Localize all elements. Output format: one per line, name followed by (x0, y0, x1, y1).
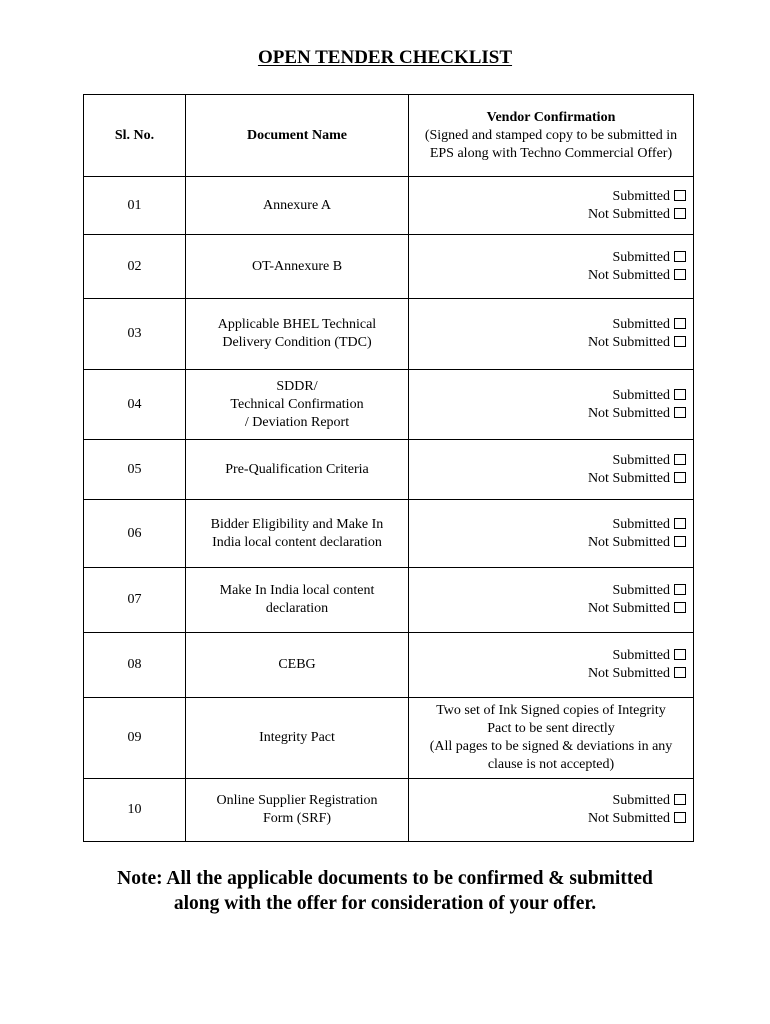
not-submitted-label: Not Submitted (587, 666, 670, 681)
document-name-cell (186, 568, 409, 633)
table-row (84, 633, 694, 698)
submitted-option (409, 316, 686, 334)
submitted-label: Submitted (612, 452, 670, 468)
not-submitted-option (409, 334, 686, 352)
not-submitted-label: Not Submitted (587, 405, 670, 421)
submitted-option (409, 647, 686, 665)
confirmation-cell (409, 177, 694, 235)
instruction-line: (All pages to be signed & deviations in any (429, 739, 673, 754)
instruction-line: Two set of Ink Signed copies of Integrity (436, 703, 666, 718)
sl-no-cell: 05 (84, 440, 186, 500)
page-title: OPEN TENDER CHECKLIST (257, 47, 513, 68)
not-submitted-checkbox[interactable] (674, 336, 686, 347)
confirmation-cell (409, 235, 694, 299)
table-row (84, 299, 694, 370)
confirmation-cell (409, 568, 694, 633)
table-row (84, 440, 694, 500)
sl-no-cell: 01 (84, 177, 186, 235)
footer-note-line: Note: All the applicable documents to be confirmed & submitted (117, 868, 653, 889)
document-name-cell (186, 370, 409, 440)
table-row (84, 177, 694, 235)
submitted-option (409, 249, 686, 267)
not-submitted-label: Not Submitted (587, 470, 670, 486)
sl-no-cell: 03 (84, 299, 186, 370)
table-header-row (84, 95, 694, 177)
checklist-table (83, 94, 694, 842)
document-name-line: Pre-Qualification Criteria (225, 461, 369, 477)
confirmation-cell (409, 633, 694, 698)
document-name-line: / Deviation Report (244, 414, 350, 430)
table-row (84, 779, 694, 842)
document-name-line: Make In India local content (219, 583, 375, 598)
not-submitted-option (409, 600, 686, 618)
not-submitted-label: Not Submitted (587, 267, 670, 283)
submitted-label: Submitted (612, 317, 670, 332)
footer-note (0, 866, 770, 916)
sl-no-cell: 06 (84, 500, 186, 568)
document-name-line: Form (SRF) (262, 811, 332, 826)
document-name-line: Online Supplier Registration (216, 793, 378, 808)
table-row (84, 698, 694, 779)
submitted-label: Submitted (612, 249, 670, 265)
document-name-cell (186, 698, 409, 779)
submitted-checkbox[interactable] (674, 584, 686, 595)
document-name-line: OT-Annexure B (251, 258, 343, 274)
document-name-line: Technical Confirmation (230, 396, 364, 412)
submitted-label: Submitted (612, 793, 670, 808)
sl-no-cell: 04 (84, 370, 186, 440)
not-submitted-option (409, 665, 686, 683)
footer-note-line: along with the offer for consideration of your offer. (173, 893, 597, 914)
integrity-pact-instruction (409, 698, 694, 779)
not-submitted-label: Not Submitted (587, 206, 670, 222)
table-row (84, 500, 694, 568)
instruction-line: Pact to be sent directly (487, 721, 615, 736)
submitted-option (409, 792, 686, 810)
submitted-option (409, 582, 686, 600)
header-vendor-confirmation (409, 95, 694, 177)
document-name-line: declaration (265, 601, 329, 616)
sl-no-cell: 02 (84, 235, 186, 299)
submitted-checkbox[interactable] (674, 794, 686, 805)
document-name-cell (186, 299, 409, 370)
submitted-label: Submitted (612, 583, 670, 598)
header-vendor-confirmation-title: Vendor Confirmation (486, 109, 616, 125)
not-submitted-checkbox[interactable] (674, 407, 686, 418)
not-submitted-label: Not Submitted (587, 335, 670, 350)
document-name-cell (186, 235, 409, 299)
header-vendor-confirmation-note: (Signed and stamped copy to be submitted in EPS along with Techno Commercial Offer) (424, 127, 678, 161)
not-submitted-option (409, 267, 686, 285)
submitted-label: Submitted (612, 516, 670, 532)
table-row (84, 235, 694, 299)
submitted-option (409, 516, 686, 534)
document-name-cell (186, 500, 409, 568)
document-name-line: Delivery Condition (TDC) (222, 335, 372, 350)
confirmation-cell (409, 440, 694, 500)
document-name-line: Annexure A (262, 197, 332, 213)
document-name-line: SDDR/ (276, 378, 318, 394)
not-submitted-label: Not Submitted (587, 601, 670, 616)
table-row (84, 370, 694, 440)
table-row (84, 568, 694, 633)
header-sl-no: Sl. No. (84, 95, 186, 177)
submitted-checkbox[interactable] (674, 251, 686, 262)
confirmation-cell (409, 500, 694, 568)
not-submitted-label: Not Submitted (587, 534, 670, 550)
confirmation-cell (409, 370, 694, 440)
submitted-option (409, 452, 686, 470)
submitted-option (409, 387, 686, 405)
document-name-cell (186, 779, 409, 842)
submitted-option (409, 188, 686, 206)
confirmation-cell (409, 779, 694, 842)
submitted-label: Submitted (612, 648, 670, 663)
sl-no-cell: 10 (84, 779, 186, 842)
document-name-line: India local content declaration (212, 534, 382, 550)
sl-no-cell: 09 (84, 698, 186, 779)
not-submitted-checkbox[interactable] (674, 269, 686, 280)
not-submitted-option (409, 405, 686, 423)
not-submitted-checkbox[interactable] (674, 536, 686, 547)
document-name-cell (186, 440, 409, 500)
not-submitted-checkbox[interactable] (674, 812, 686, 823)
instruction-line: clause is not accepted) (487, 757, 615, 772)
document-name-line: Integrity Pact (259, 730, 335, 745)
not-submitted-option (409, 470, 686, 488)
not-submitted-checkbox[interactable] (674, 667, 686, 678)
submitted-label: Submitted (612, 387, 670, 403)
submitted-checkbox[interactable] (674, 190, 686, 201)
confirmation-cell (409, 299, 694, 370)
submitted-checkbox[interactable] (674, 649, 686, 660)
document-name-line: Bidder Eligibility and Make In (210, 516, 384, 532)
submitted-checkbox[interactable] (674, 318, 686, 329)
document-name-line: CEBG (278, 657, 316, 672)
document-name-cell (186, 633, 409, 698)
document-name-cell (186, 177, 409, 235)
not-submitted-checkbox[interactable] (674, 602, 686, 613)
not-submitted-label: Not Submitted (587, 811, 670, 826)
not-submitted-checkbox[interactable] (674, 208, 686, 219)
not-submitted-option (409, 810, 686, 828)
submitted-checkbox[interactable] (674, 454, 686, 465)
not-submitted-option (409, 206, 686, 224)
submitted-checkbox[interactable] (674, 518, 686, 529)
not-submitted-checkbox[interactable] (674, 472, 686, 483)
document-name-line: Applicable BHEL Technical (217, 317, 377, 332)
header-document-name: Document Name (186, 95, 409, 177)
submitted-label: Submitted (612, 188, 670, 204)
not-submitted-option (409, 534, 686, 552)
sl-no-cell: 08 (84, 633, 186, 698)
submitted-checkbox[interactable] (674, 389, 686, 400)
sl-no-cell: 07 (84, 568, 186, 633)
